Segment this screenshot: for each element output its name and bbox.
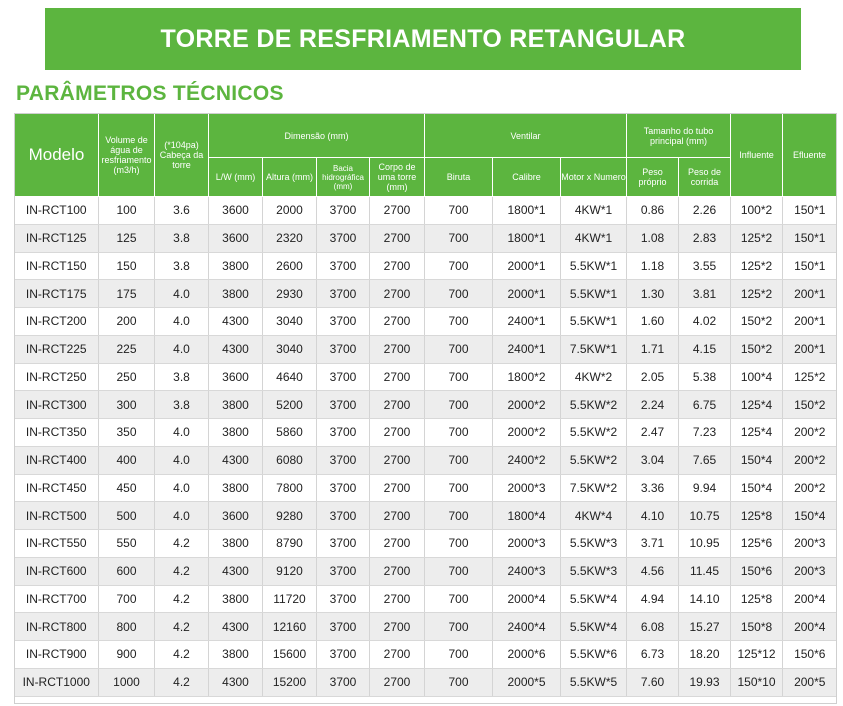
table-cell: IN-RCT125: [15, 224, 99, 252]
table-cell: 1.08: [627, 224, 679, 252]
table-cell: IN-RCT1000: [15, 668, 99, 696]
table-cell: 700: [425, 363, 493, 391]
table-cell: 5.5KW*3: [561, 530, 627, 558]
table-cell: 125*6: [731, 530, 783, 558]
table-cell: 5.5KW*6: [561, 641, 627, 669]
table-cell: 200*1: [783, 335, 837, 363]
table-cell: 2000*4: [493, 585, 561, 613]
table-cell: 3700: [317, 224, 370, 252]
table-cell: 400: [99, 446, 155, 474]
table-cell: IN-RCT550: [15, 530, 99, 558]
header-peso-proprio: Peso próprio: [627, 158, 679, 197]
table-cell: 2700: [370, 446, 425, 474]
table-cell: IN-RCT100: [15, 197, 99, 225]
table-cell: IN-RCT300: [15, 391, 99, 419]
table-cell: 4.0: [155, 335, 209, 363]
table-cell: 4.0: [155, 474, 209, 502]
table-cell: IN-RCT450: [15, 474, 99, 502]
table-cell: 3.6: [155, 197, 209, 225]
table-cell: 2.05: [627, 363, 679, 391]
table-cell: 2700: [370, 391, 425, 419]
table-cell: 6.75: [679, 391, 731, 419]
table-cell: 550: [99, 530, 155, 558]
table-cell: 15200: [263, 668, 317, 696]
table-cell: 2700: [370, 502, 425, 530]
table-cell: 10.95: [679, 530, 731, 558]
table-row: [15, 446, 837, 474]
table-cell: 5.5KW*2: [561, 419, 627, 447]
table-cell: 3800: [209, 419, 263, 447]
table-cell: 700: [425, 419, 493, 447]
table-cell: 3800: [209, 280, 263, 308]
table-cell: 5.5KW*4: [561, 585, 627, 613]
table-cell: 200*4: [783, 613, 837, 641]
table-cell: 5.5KW*4: [561, 613, 627, 641]
table-cell: 4.0: [155, 419, 209, 447]
table-cell: 2000*6: [493, 641, 561, 669]
table-cell: 800: [99, 613, 155, 641]
table-cell: 5.5KW*2: [561, 446, 627, 474]
table-cell: 2000: [263, 197, 317, 225]
table-cell: 11.45: [679, 557, 731, 585]
table-row: [15, 613, 837, 641]
table-cell: 1000: [99, 668, 155, 696]
table-cell: 9.94: [679, 474, 731, 502]
table-cell: 1.60: [627, 308, 679, 336]
table-row: [15, 280, 837, 308]
table-cell: IN-RCT900: [15, 641, 99, 669]
table-cell: 4.02: [679, 308, 731, 336]
table-cell: 7800: [263, 474, 317, 502]
table-cell: 3.55: [679, 252, 731, 280]
table-cell: 4300: [209, 613, 263, 641]
table-cell: IN-RCT175: [15, 280, 99, 308]
table-cell: 1800*2: [493, 363, 561, 391]
header-tubo: Tamanho do tubo principal (mm): [627, 114, 731, 158]
table-cell: 700: [425, 224, 493, 252]
header-efluente: Efluente: [783, 114, 837, 197]
table-cell: 700: [425, 585, 493, 613]
table-cell: 3.8: [155, 224, 209, 252]
table-cell: 125*8: [731, 502, 783, 530]
table-cell: 3700: [317, 391, 370, 419]
table-cell: 5.5KW*2: [561, 391, 627, 419]
table-cell: 150*2: [783, 391, 837, 419]
table-cell: 200: [99, 308, 155, 336]
table-row: [15, 474, 837, 502]
table-cell: 2700: [370, 419, 425, 447]
table-cell: 700: [425, 252, 493, 280]
table-cell: 4KW*2: [561, 363, 627, 391]
table-cell: 4.2: [155, 557, 209, 585]
table-cell: 700: [425, 668, 493, 696]
table-cell: 700: [425, 502, 493, 530]
table-row: [15, 335, 837, 363]
table-cell: 4.56: [627, 557, 679, 585]
table-cell: 175: [99, 280, 155, 308]
table-cell: 2000*1: [493, 252, 561, 280]
table-cell: 150*6: [731, 557, 783, 585]
table-cell: 2700: [370, 641, 425, 669]
table-cell: IN-RCT600: [15, 557, 99, 585]
table-cell: 2000*3: [493, 474, 561, 502]
table-cell: 200*3: [783, 557, 837, 585]
table-cell: 125*12: [731, 641, 783, 669]
table-cell: 125*8: [731, 585, 783, 613]
table-cell: 3800: [209, 641, 263, 669]
table-row: [15, 502, 837, 530]
table-cell: 4300: [209, 335, 263, 363]
header-ventilar: Ventilar: [425, 114, 627, 158]
table-cell: 150*1: [783, 224, 837, 252]
table-cell: 3600: [209, 197, 263, 225]
table-cell: 3.81: [679, 280, 731, 308]
table-cell: 3800: [209, 585, 263, 613]
table-cell: 9120: [263, 557, 317, 585]
table-row: [15, 197, 837, 225]
table-cell: IN-RCT225: [15, 335, 99, 363]
table-cell: 700: [425, 613, 493, 641]
table-cell: 5.5KW*3: [561, 557, 627, 585]
table-cell: 4300: [209, 557, 263, 585]
table-cell: 5.5KW*1: [561, 252, 627, 280]
table-cell: 150*2: [731, 335, 783, 363]
table-cell: 100*4: [731, 363, 783, 391]
table-cell: 2700: [370, 224, 425, 252]
table-cell: 4.0: [155, 502, 209, 530]
table-cell: 2.83: [679, 224, 731, 252]
table-cell: 2.26: [679, 197, 731, 225]
table-cell: 125*2: [731, 252, 783, 280]
table-cell: 5200: [263, 391, 317, 419]
table-cell: 200*1: [783, 280, 837, 308]
table-cell: 125*2: [731, 224, 783, 252]
header-corpo: Corpo de uma torre (mm): [370, 158, 425, 197]
header-lw: L/W (mm): [209, 158, 263, 197]
table-cell: 3.71: [627, 530, 679, 558]
table-cell: 500: [99, 502, 155, 530]
table-cell: 450: [99, 474, 155, 502]
table-cell: 700: [425, 446, 493, 474]
table-cell: 2700: [370, 308, 425, 336]
header-altura: Altura (mm): [263, 158, 317, 197]
header-influente: Influente: [731, 114, 783, 197]
table-cell: 9280: [263, 502, 317, 530]
table-cell: IN-RCT500: [15, 502, 99, 530]
table-cell: 15.27: [679, 613, 731, 641]
table-cell: 200*1: [783, 308, 837, 336]
table-cell: 600: [99, 557, 155, 585]
table-cell: IN-RCT800: [15, 613, 99, 641]
table-cell: 10.75: [679, 502, 731, 530]
table-cell: 3700: [317, 585, 370, 613]
header-peso-corrida: Peso de corrida: [679, 158, 731, 197]
table-cell: 200*4: [783, 585, 837, 613]
table-cell: 19.93: [679, 668, 731, 696]
table-row: [15, 252, 837, 280]
table-cell: 150*4: [783, 502, 837, 530]
header-dimensao: Dimensão (mm): [209, 114, 425, 158]
table-cell: 5.5KW*1: [561, 308, 627, 336]
table-cell: 0.86: [627, 197, 679, 225]
table-cell: 125*4: [731, 391, 783, 419]
table-cell: 2700: [370, 280, 425, 308]
table-cell: 900: [99, 641, 155, 669]
table-cell: 200*3: [783, 530, 837, 558]
table-cell: 2000*2: [493, 391, 561, 419]
table-cell: 2000*3: [493, 530, 561, 558]
table-cell: 200*2: [783, 419, 837, 447]
table-cell: 700: [425, 197, 493, 225]
table-cell: 150*1: [783, 252, 837, 280]
header-motor: Motor x Numero: [561, 158, 627, 197]
table-cell: 4KW*1: [561, 197, 627, 225]
table-cell: 2700: [370, 197, 425, 225]
table-cell: 2400*2: [493, 446, 561, 474]
table-cell: 6.08: [627, 613, 679, 641]
table-cell: 700: [99, 585, 155, 613]
page-title: TORRE DE RESFRIAMENTO RETANGULAR: [160, 24, 686, 53]
table-cell: 2700: [370, 585, 425, 613]
table-cell: 3.8: [155, 391, 209, 419]
table-cell: 1800*4: [493, 502, 561, 530]
table-cell: 700: [425, 557, 493, 585]
table-cell: 4300: [209, 308, 263, 336]
table-row: [15, 641, 837, 669]
table-cell: 2700: [370, 474, 425, 502]
table-cell: 3600: [209, 224, 263, 252]
table-cell: 150*1: [783, 197, 837, 225]
table-cell: 2400*4: [493, 613, 561, 641]
table-cell: 3700: [317, 641, 370, 669]
table-header: [15, 114, 837, 197]
table-cell: 3700: [317, 363, 370, 391]
table-cell: 3800: [209, 252, 263, 280]
table-cell: 150*4: [731, 446, 783, 474]
title-banner: [45, 8, 801, 70]
table-cell: 3700: [317, 252, 370, 280]
table-cell: 700: [425, 530, 493, 558]
table-cell: 2000*1: [493, 280, 561, 308]
table-cell: 1800*1: [493, 197, 561, 225]
table-cell: 700: [425, 308, 493, 336]
table-row: [15, 585, 837, 613]
table-cell: 3700: [317, 197, 370, 225]
table-cell: 5.5KW*1: [561, 280, 627, 308]
table-cell: 125*4: [731, 419, 783, 447]
table-cell: IN-RCT200: [15, 308, 99, 336]
table-cell: 5.38: [679, 363, 731, 391]
table-cell: 100*2: [731, 197, 783, 225]
table-body: [15, 197, 837, 697]
table-cell: 2700: [370, 557, 425, 585]
table-cell: 150*10: [731, 668, 783, 696]
table-cell: 225: [99, 335, 155, 363]
table-cell: 3700: [317, 557, 370, 585]
table-cell: 125*2: [731, 280, 783, 308]
table-cell: 2320: [263, 224, 317, 252]
table-cell: 6.73: [627, 641, 679, 669]
table-cell: IN-RCT150: [15, 252, 99, 280]
table-cell: 3700: [317, 668, 370, 696]
table-cell: IN-RCT700: [15, 585, 99, 613]
table-cell: 4640: [263, 363, 317, 391]
table-cell: 1.18: [627, 252, 679, 280]
table-cell: 3.04: [627, 446, 679, 474]
table-cell: 150*6: [783, 641, 837, 669]
table-cell: 2400*1: [493, 335, 561, 363]
table-cell: 125: [99, 224, 155, 252]
header-calibre: Calibre: [493, 158, 561, 197]
header-bacia: Bacia hidrográfica (mm): [317, 158, 370, 197]
table-cell: 7.60: [627, 668, 679, 696]
table-cell: 200*2: [783, 446, 837, 474]
table-cell: 2.24: [627, 391, 679, 419]
table-cell: 2400*3: [493, 557, 561, 585]
table-cell: 2700: [370, 363, 425, 391]
table-cell: 3700: [317, 474, 370, 502]
table-cell: 3600: [209, 502, 263, 530]
table-cell: 3800: [209, 530, 263, 558]
table-cell: 4.2: [155, 613, 209, 641]
table-cell: 2700: [370, 668, 425, 696]
table-cell: 3.8: [155, 363, 209, 391]
table-cell: 700: [425, 391, 493, 419]
table-cell: 7.65: [679, 446, 731, 474]
table-cell: 125*2: [783, 363, 837, 391]
table-cell: 4.0: [155, 280, 209, 308]
table-cell: 3700: [317, 335, 370, 363]
table-row: [15, 668, 837, 696]
table-cell: 3700: [317, 280, 370, 308]
table-cell: IN-RCT350: [15, 419, 99, 447]
table-cell: 8790: [263, 530, 317, 558]
table-cell: 150*2: [731, 308, 783, 336]
table-cell: 5860: [263, 419, 317, 447]
table-cell: 11720: [263, 585, 317, 613]
table-cell: 3700: [317, 530, 370, 558]
header-volume: Volume de água de resfriamento (m3/h): [99, 114, 155, 197]
table-cell: 3040: [263, 335, 317, 363]
table-cell: 2.47: [627, 419, 679, 447]
table-cell: 3600: [209, 363, 263, 391]
table-cell: 15600: [263, 641, 317, 669]
header-cabeca: (*104pa) Cabeça da torre: [155, 114, 209, 197]
table-cell: 2700: [370, 252, 425, 280]
table-cell: 4.94: [627, 585, 679, 613]
table-cell: 3.8: [155, 252, 209, 280]
table-cell: 350: [99, 419, 155, 447]
table-cell: 7.5KW*1: [561, 335, 627, 363]
table-cell: 4.10: [627, 502, 679, 530]
table-cell: 3700: [317, 308, 370, 336]
table-cell: 4.15: [679, 335, 731, 363]
section-title: PARÂMETROS TÉCNICOS: [16, 82, 284, 105]
table-cell: 150*8: [731, 613, 783, 641]
table-cell: 4.2: [155, 668, 209, 696]
table-cell: 3.36: [627, 474, 679, 502]
table-cell: 2400*1: [493, 308, 561, 336]
table-cell: 12160: [263, 613, 317, 641]
table-cell: 700: [425, 641, 493, 669]
table-row: [15, 224, 837, 252]
table-cell: 5.5KW*5: [561, 668, 627, 696]
table-cell: 200*5: [783, 668, 837, 696]
spec-table: [14, 113, 837, 697]
table-cell: 4.0: [155, 308, 209, 336]
table-cell: IN-RCT250: [15, 363, 99, 391]
table-cell: 700: [425, 335, 493, 363]
table-cell: 4KW*1: [561, 224, 627, 252]
table-cell: 3800: [209, 474, 263, 502]
table-cell: 18.20: [679, 641, 731, 669]
table-cell: 2930: [263, 280, 317, 308]
table-cell: 3040: [263, 308, 317, 336]
table-cell: IN-RCT400: [15, 446, 99, 474]
table-row: [15, 530, 837, 558]
table-cell: 300: [99, 391, 155, 419]
table-cell: 2000*5: [493, 668, 561, 696]
table-cell: 100: [99, 197, 155, 225]
table-cell: 4KW*4: [561, 502, 627, 530]
table-row: [15, 308, 837, 336]
table-cell: 4.2: [155, 641, 209, 669]
table-cell: 3800: [209, 391, 263, 419]
table-cell: 2000*2: [493, 419, 561, 447]
table-row: [15, 363, 837, 391]
table-cell: 3700: [317, 419, 370, 447]
table-cell: 4.2: [155, 585, 209, 613]
table-row: [15, 391, 837, 419]
table-cell: 250: [99, 363, 155, 391]
table-cell: 3700: [317, 446, 370, 474]
table-row: [15, 557, 837, 585]
table-cell: 14.10: [679, 585, 731, 613]
table-cell: 4300: [209, 668, 263, 696]
table-cell: 6080: [263, 446, 317, 474]
table-cell: 7.23: [679, 419, 731, 447]
table-cell: 700: [425, 474, 493, 502]
table-cell: 700: [425, 280, 493, 308]
table-cell: 2700: [370, 613, 425, 641]
table-cell: 4.0: [155, 446, 209, 474]
header-biruta: Biruta: [425, 158, 493, 197]
table-cell: 150: [99, 252, 155, 280]
table-cell: 7.5KW*2: [561, 474, 627, 502]
table-cell: 1800*1: [493, 224, 561, 252]
table-cell: 2700: [370, 335, 425, 363]
table-cell: 200*2: [783, 474, 837, 502]
table-cell: 4300: [209, 446, 263, 474]
table-cell: 2600: [263, 252, 317, 280]
table-cell: 150*4: [731, 474, 783, 502]
table-cell: 3700: [317, 502, 370, 530]
table-cell: 1.71: [627, 335, 679, 363]
table-cell: 3700: [317, 613, 370, 641]
table-cell: 1.30: [627, 280, 679, 308]
table-cell: 4.2: [155, 530, 209, 558]
header-modelo: Modelo: [15, 114, 99, 197]
table-row: [15, 419, 837, 447]
table-cell: 2700: [370, 530, 425, 558]
